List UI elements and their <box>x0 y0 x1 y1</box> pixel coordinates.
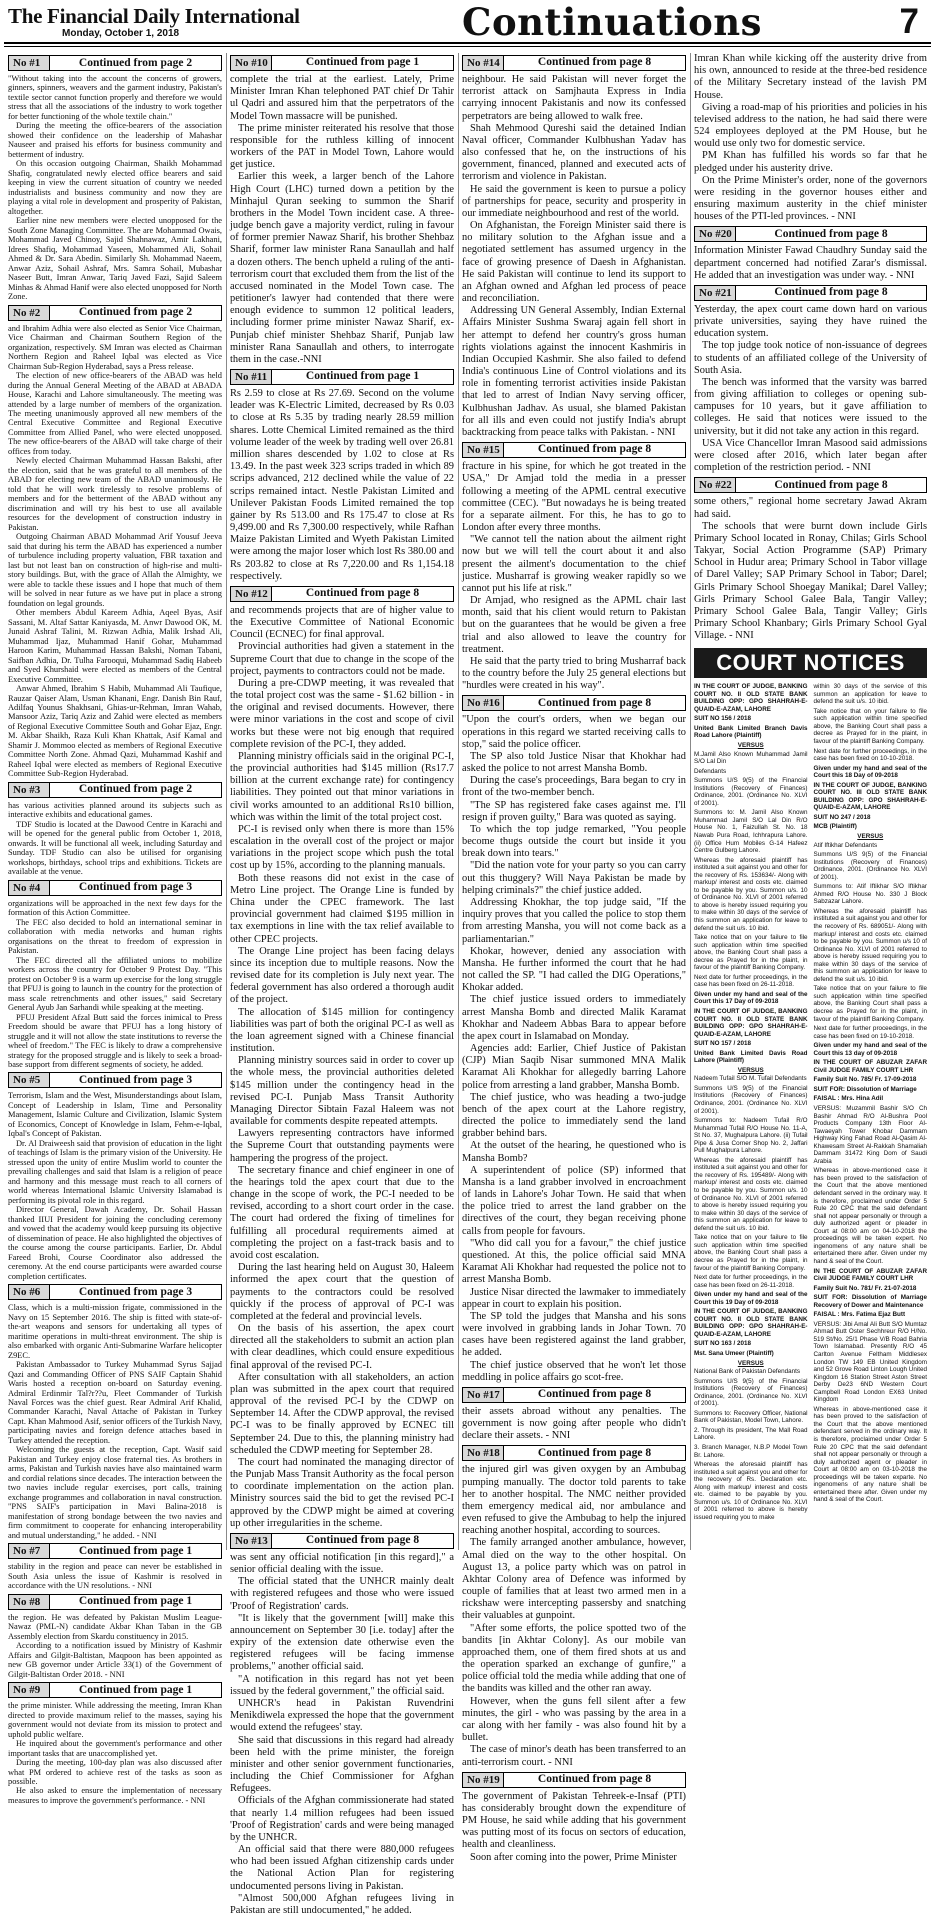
story-paragraph: A superintendent of police (SP) informed that Mansha is a land grabber involved in encroachment of lands in Lahore's Johar Town. He said that when the police tried to arrest the land grabber on the directives of the court, they began receiving phone calls from people for favours. <box>462 1164 686 1237</box>
story-number: No #2 <box>9 306 50 320</box>
issue-date: Monday, October 1, 2018 <box>62 28 180 39</box>
story-paragraph: Both these reasons did not exist in the case of Metro Line project. The Orange Line is funded by China under the CPEC framework. The last provincial government had claimed $195 million in tax exemptions in line with the tax relief available to other CPEC projects. <box>230 872 454 945</box>
story-continued-label: Continued from page 1 <box>305 370 420 383</box>
court-notice-line: Summons to: M. Jamil Also Known Muhammad Jamil S/O Lal Din R/O House No. 1, Faizullah St. No. 18 Nawab Pura Road, Ichhrapura Lahore. (ii) Office Hum Mobiles G-14 Hafeez Centre Gulberg Lahore. <box>694 809 808 855</box>
story-paragraph: During the case's proceedings, Bara began to cry in front of the two-member bench. <box>462 775 686 799</box>
story-paragraph: "The SP has registered fake cases against me. I'll resign if proven guilty," Bara was quoted as saying. <box>462 799 686 823</box>
story-paragraph: Outgoing Chairman ABAD Mohammad Arif Yousuf Jeeva said that during his term the ABAD has experienced a number of turbulence including property valuation, FBR taxation and last but not least ban on construction of high-rise and multi-story buildings. But, with the grace of Allah the Almighty, we were able to tackle these issues and I hope that much of them will be solved in near future as we have put in place a strong foundation on legal grounds. <box>8 532 222 608</box>
court-notice-line: Given under my hand and seal of the Court this 18 Day of 09-2018 <box>813 764 927 780</box>
story-paragraph: Welcoming the guests at the reception, Capt. Wasif said Pakistan and Turkey enjoy close fraternal ties. As brothers in arms, Pakistan and Turkish navies have also maintained warm and cordial relations since decades. The interaction between the two navies include regular exercises, port calls, training exchange programmes and collaboration in naval construction. "PNS SAIF's participation in Mavi Balina-2018 is manifestation of strong bondage between the two navies and firm commitment to cooperate for enhancing interoperability and mutual understanding," he added. - NNI <box>8 1445 222 1540</box>
court-notice-line: Nadeem Tufail S/O M. Tufail Defendants <box>694 1075 807 1083</box>
story-paragraph: Provincial authorities had given a statement in the Supreme Court that due to change in the scope of the project, payments to contractors could not be made. <box>230 641 454 677</box>
continuation-story <box>8 55 222 302</box>
story-paragraph: The official stated that the UNHCR mainly dealt with registered refugees and those who were issued 'Proof of Registration' cards. <box>230 1576 454 1612</box>
story-paragraph: "Without taking into the account the concerns of growers, ginners, spinners, weavers and the garment industry, Pakistan's textile sector cannot function properly and therefore we would stress that all the associations of the industry to work together for better functioning of the whole textile chain." <box>8 74 222 121</box>
court-notice-line: IN THE COURT OF JUDGE, BANKING COURT NO. III OLD STATE BANK BUILDING OPP: GPO SHAHRAH-E-QUAID-E-AZAM, LAHORE <box>813 781 927 812</box>
masthead-rule <box>4 42 931 44</box>
court-notice-line: Next date for further proceedings, in the case has been fixed on 26-11-2018. <box>694 973 808 989</box>
story-paragraph: The election of new office-bearers of the ABAD was held during the Annual General Meeting of the ABAD at ABADA House, Karachi and Lahore simultaneously. The meeting was attended by a large number of members of the organization. The meeting unanimously approved all new members of the Central Executive Committee and Regional Executive Committee from Allied Panel, who were elected unopposed. The new office-bearers of the ABAD will take charge of their offices from today. <box>8 371 222 456</box>
story-tag <box>230 369 454 385</box>
story-tag <box>8 782 222 798</box>
story-paragraph: The case of minor's death has been transferred to an anti-terrorism court. - NNI <box>462 1744 686 1768</box>
court-notice-line: 2. Through its president, The Mall Road Lahore. <box>694 1426 808 1442</box>
story-paragraph: Giving a road-map of his priorities and policies in his televised address to the nation, he had said there were 524 employees deployed at the PM House, but he would use only two for domestic service. <box>694 101 927 150</box>
story-paragraph: The court had nominated the managing director of the Punjab Mass Transit Authority as the focal person to coordinate implementation on the action plan. Ministry sources said the bid to get the revised PC-I approved by the CDWP might be aimed at covering up other irregularities in the scheme. <box>230 1456 454 1529</box>
court-notice-line: IN THE COURT OF ABUZAR ZAFAR Civil JUDGE FAMILY COURT LHR <box>813 1267 927 1283</box>
court-notice-line: MCB (Plaintiff) <box>813 823 857 831</box>
story-paragraph: He said that the party tried to bring Musharraf back to the country before the July 25 general elections but "hurdles were created in his way". <box>462 655 686 692</box>
court-notice-line: VERSUS <box>737 741 764 749</box>
continuation-story <box>8 782 222 877</box>
story-paragraph: At the outset of the hearing, he questioned who is Mansha Bomb? <box>462 1140 686 1164</box>
story-paragraph: The chief justice observed that he won't let those meddling in police affairs go scot-free. <box>462 1359 686 1383</box>
story-tag <box>694 226 927 242</box>
court-notice-line: National Bank of Pakistan Defendants <box>694 1368 801 1376</box>
court-notice-line: VERSUS <box>737 1359 764 1367</box>
court-notice-line: Whereas the aforesaid plaintiff has instituted a suit against you and other for the recovery of Rs. Declaration etc. Along with markup/ interest and costs etc. claimed to be payable by you. Summon u/s. 10 of Ordinance No. XLVI of 2001 referred to above is hereby issued requiring you to make <box>694 1461 808 1521</box>
story-continued-label: Continued from page 8 <box>774 478 888 491</box>
story-number: No #18 <box>463 1446 504 1460</box>
court-notice-line: United Bank Limited Branch Davis Road Lahore (Plaintiff) <box>694 724 808 740</box>
story-number: No #19 <box>463 1773 504 1787</box>
story-paragraph: "It is likely that the government [will] make this announcement on September 30 [i.e. today] after the expiry of the extension date otherwise even the registered refugees will be facing immense problems," another official said. <box>230 1612 454 1673</box>
story-number: No #1 <box>9 56 50 70</box>
story-paragraph: To which the top judge remarked, "You people become thugs outside the court but inside it you break down into tears." <box>462 823 686 860</box>
story-tag <box>8 305 222 321</box>
story-paragraph: was sent any official notification [in this regard]," a senior official dealing with the issue. <box>230 1551 454 1576</box>
continuation-story <box>8 1284 222 1540</box>
story-number: No #3 <box>9 783 50 797</box>
story-continued-label: Continued from page 3 <box>78 881 193 894</box>
story-number: No #20 <box>695 227 736 241</box>
story-paragraph: On the basis of his assertion, the apex court directed all the stakeholders to submit an action plan with clear deadlines, which could ensure expeditious final approval of the revised PC-I. <box>230 1323 454 1371</box>
court-notice-line: SUIT FOR: Dissolution of Marriage <box>813 1085 917 1093</box>
court-notice-line: Summons to: Recovery Officer, National Bank of Pakistan, Model Town, Lahore. <box>694 1409 808 1425</box>
story-paragraph: Addressing UN General Assembly, Indian External Affairs Minister Sushma Swaraj again fell short in her attempt to defend her country's gross human rights violations against the innocent Kashmiris in Indian Occupied Kashmir. She also failed to defend India's continuous Line of Control violations and its role in fomenting terrorist activities inside Pakistan that led to arrest of Indian Navy serving officer, Kulbhushan Jadhav. As usual, she blamed Pakistan for all ills and even could not justify India's abrupt backtracking from peace talks with Pakistan. - NNI <box>462 305 686 438</box>
story-paragraph: complete the trial at the earliest. Lately, Prime Minister Imran Khan telephoned PAT chief Dr Tahir ul Qadri and assured him that the perpetrators of the Model Town massacre will be punished. <box>230 74 454 122</box>
story-paragraph: UNHCR's head in Pakistan Ruvendrini Menikdiwela expressed the hope that the government would extend the refugees' stay. <box>230 1698 454 1734</box>
story-tag <box>8 1072 222 1088</box>
court-notice-line: Given under my hand and seal of the Court this 19 Day of 09-2018 <box>694 1291 808 1306</box>
court-notice-line: Atif Iftikhar Defendants <box>813 841 878 849</box>
court-notice-line: Family Suit No. 781/ Fr. 21-07-2018 <box>813 1284 917 1292</box>
story-paragraph: Soon after coming into the power, Prime Minister <box>470 1851 677 1863</box>
story-paragraph: The chief justice, who was heading a two-judge bench of the apex court at the Lahore registry, directed the police to immediately send the land grabber behind bars. <box>462 1091 686 1140</box>
court-notice-line: VERSUS <box>857 832 884 840</box>
continuation-story <box>462 1387 686 1443</box>
court-notice-line: Next date for further proceedings, in the case has been fixed on 19-10-2018. <box>813 1025 927 1040</box>
court-notice-line: Whereas in above-mentioned case it has been proved to the satisfaction of the Court that the above mentioned defendant served in the ordinary way. It is therefore, proclaimed under Order 5 Rule 20 CPC that the said defendant shall not appear personally or through a duly authorized agent or pleader in Court at 08:00 am on 03-10-2018 the proceedings will be taken exparte. No ingenomens of any nature shall be entertained there after. Given under my hand & seal of the Court. <box>813 1405 927 1504</box>
continuation-story <box>8 880 222 1070</box>
story-paragraph: TDF Studio is located at the Dawood Centre in Karachi and will be opened for the general public from October 1, 2018, onwards. It will be functional all week, including Saturday and Sunday. TDF Studio can also be utilised for organising workshops, birthdays, school trips and exhibitions. Tickets are available at the venue. <box>8 819 222 877</box>
story-paragraph: The top judge took notice of non-issuance of degrees to students of an affiliated college of the University of South Asia. <box>694 340 927 376</box>
continuation-story <box>230 586 454 1530</box>
story-paragraph: Officials of the Afghan commissionerate had stated that nearly 1.4 million refugees had been issued 'Proof of Registration' cards and were being managed by the UNHCR. <box>230 1795 454 1843</box>
story-paragraph: Newly elected Chairman Muhammad Hassan Bakshi, after the election, said that he was grateful to all members of the ABAD for electing new team of the ABAD unanimously. He told that he will work tirelessly to resolve problems of members and for the betterment of the ABAD without any discrimination and will try his best to use all available resources for the development of construction industry in Pakistan. <box>8 456 222 532</box>
court-notice-line: Given under my hand and seal of the Court this 13 day of 09-2018 <box>813 1042 927 1057</box>
story-paragraph: Yesterday, the apex court came down hard on various private universities, saying they have ruined the education system. <box>694 303 927 340</box>
continuation-story <box>8 1072 222 1281</box>
court-notice-line: Summons U/S 9(5) of the Financial Institutions (Recovery of Finances) Ordinance, 2001. (Ordinance No. XLVI of 2001). <box>694 777 808 807</box>
story-paragraph: the injured girl was given oxygen by an Ambubag pumping manually. The doctor told parents to take her to another hospital. The NMC neither provided them emergency medical aid, nor ambulance and even refused to give the Ambubag to help the injured reaching another hospital, according to sources. <box>462 1464 686 1537</box>
continuation-story <box>462 55 686 439</box>
story-paragraph: their assets abroad without any penalties. The government is now going after people who didn't declare their assets. - NNI <box>462 1405 686 1442</box>
story-paragraph: and Ibrahim Adhia were also elected as Senior Vice Chairman, Vice Chairman and Chairman Southern Region of the organization, respectively. SM Imran was elected as Chairman Northern Region and Raheel Iqbal was elected as Vice Chairman Sub-Region Hyderabad, says a Press release. <box>8 323 222 371</box>
court-notice-line: Summons U/S 9(5) of the Financial Institutions (Recovery of Finances) Ordinance, 2001. (Ordinance No. XLVI of 2001). <box>813 851 927 881</box>
story-number: No #5 <box>9 1073 50 1087</box>
story-tag <box>462 1445 686 1461</box>
story-paragraph: Imran Khan while kicking off the austerity drive from his own, announced to reside at the three-bed residence of the Military Secretary instead of the lavish PM House. <box>694 53 927 101</box>
court-notices-column-a <box>694 683 808 1523</box>
court-notices-heading: COURT NOTICES <box>694 648 927 678</box>
story-continued-label: Continued from page 8 <box>537 1772 652 1785</box>
court-notice-line: Whereas the aforesaid plaintiff has instituted a suit against you and other for the recovery of Rs. 195489/- Along with markup/ interest and costs etc. claimed to be payable by you. Summon u/s. 10 of Ordinance No. XLVI of 2001 referred to above is hereby issued requiring you to make within 30 days of the service of this summon an application for leave to defend the suit u/s. 10 ibid. <box>694 1156 808 1232</box>
court-notice-line: Summons U/S 9(5) of the Financial Institutions (Recovery of Finances) Ordinance, 2001. (Ordinance No. XLVI of 2001). <box>694 1084 808 1115</box>
court-notice-line: M.Jamil Also Known Muhammad Jamil S/O Lal Din <box>694 750 808 766</box>
story-paragraph: The prime minister reiterated his resolve that those responsible for the ruthless killing of innocent workers of the PAT in Model Town, Lahore would get justice. <box>230 122 454 171</box>
story-paragraph: The family arranged another ambulance, however, Amal died on the way to the other hospital. On August 13, a police party which was on patrol in Akhtar Colony area of Defence was informed by couple of families that at least two armed men in a rickshaw were intercepting passersby and snatching their valuables at gunpoint. <box>462 1537 686 1622</box>
story-paragraph: The FEC directed all the affiliated unions to mobilize workers across the country for October 9 Protest Day. "This protest on October 9 is a warm up exercise for the long struggle that PFUJ is going to launch in the country for the protection of mass scale retrenchments and other issues," said Secretary General Ayub Jan Sarhandi while speaking at the meeting. <box>8 955 222 1013</box>
story-paragraph: The SP told the judges that Mansha and his sons were involved in grabbing lands in Johar Town. 70 cases have been registered against the land grabber, he added. <box>462 1310 686 1359</box>
story-continued-label: Continued from page 8 <box>537 1388 652 1401</box>
story-paragraph: Dr Amjad, who resigned as the APML chair last month, said that his client would return to Pakistan but on the guarantees that he would be given a free trial and also allowed to leave the country for treatment. <box>462 595 686 655</box>
continuation-story <box>462 1445 686 1768</box>
story-paragraph: Addressing Khokhar, the top judge said, "If the inquiry proves that you called the police to stop them from arresting Mansha, you will not come back as a parliamentarian." <box>462 897 686 945</box>
court-notice-line: Take notice that on your failure to file such application within time specified above, the Banking Court shall pass a decree as Prayed for in the plaint, in favour of the plaintiff Banking Company. <box>813 985 927 1023</box>
story-paragraph: The chief justice issued orders to immediately arrest Mansha Bomb and directed Malik Karamat Khokhar and Nadeem Abbas Bara to appear before the apex court in Islamabad on Monday. <box>462 994 686 1042</box>
story-tag <box>8 1543 222 1559</box>
story-tag <box>694 285 927 301</box>
court-notice-line: Next date for further proceedings, in the case has been fixed on 26-11-2018. <box>694 1274 808 1289</box>
story-paragraph: "Who did call you for a favour," the chief justice questioned. At this, the police official said MNA Karamat Ali Khokhar had requested the police not to arrest Mansha Bomb. <box>462 1237 686 1286</box>
court-notice-line: Take notice that on your failure to file such application within time specified above, the Banking Court shall pass a decree as Prayed for in the plaint, in favour of the plaintiff Banking Company. <box>694 934 808 972</box>
continuation-story <box>230 369 454 583</box>
story-paragraph: The Orange Line project has been facing delays since its inception due to multiple reasons. Now the revised date for its completion is July next year. The federal government has also ordered a thorough audit of the project. <box>230 945 454 1006</box>
story-paragraph: stability in the region and peace can never be established in South Asia unless the issue of Kashmir is resolved in accordance with the UN resolutions. - NNI <box>8 1562 222 1591</box>
story-paragraph: Justice Nisar directed the lawmaker to immediately appear in court to explain his position. <box>462 1286 686 1310</box>
story-number: No #16 <box>463 696 504 710</box>
story-number: No #15 <box>463 443 504 457</box>
story-continued-label: Continued from page 8 <box>305 1534 420 1547</box>
story-paragraph: She said that discussions in this regard had already been held with the prime minister, the foreign minister and other senior government functionaries, including the Chief Commissioner for Afghan Refugees. <box>230 1734 454 1795</box>
story-paragraph: The schools that were burnt down include Girls Primary School located in Ronay, Chilas; Girls School Takyar, Social Action Programme (SAP) Primary School in Hudur area; Primary School in Tabor village of Darel Valley; SAP Primary School in Tabor; Darel; Girls Primary School Shoegay Manikal; Darel Valley; Girls Primary School Galee Bala, Tangir Valley; Primary School Galee Bala, Tangir Valley; Girls Primary School Khanbary; Girls Primary School Gyal Village. - NNI <box>694 520 927 642</box>
story-tag <box>230 1533 454 1549</box>
story-continued-label: Continued from page 8 <box>537 1446 652 1459</box>
story-paragraph: organizations will be approached in the next few days for the formation of this Action Committee. <box>8 898 222 918</box>
court-notices-column-b <box>814 683 928 1523</box>
court-notice-line: Take notice that on your failure to file such application within time specified above, the Banking Court shall pass a decree as Prayed for in the plaint, in favour of the plaintiff Banking Company. <box>813 707 927 745</box>
story-tag <box>462 1387 686 1403</box>
story-tag <box>462 695 686 711</box>
story-paragraph: Rs 2.59 to close at Rs 27.69. Second on the volume leader was K-Electric Limited, decreased by Rs 0.03 to close at Rs 5.35 by trading nearly 28.59 million shares. Lotte Chemical Limited remained as the third volume leader of the week by trading well over 26.81 million shares descended by 1.02 to close at Rs 13.49. In the past week 323 scrips traded in which 89 scrips advanced, 212 declined while the value of 22 scrips remained intact. Nestle Pakistan Limited and Unilever Pakistan Foods Limited remained the top gainer by Rs 513.00 and Rs 175.47 to close at Rs 9,499.00 and Rs 7,300.00 respectively, while Rafhan Maize Pakistan Limited and Wyeth Pakistan Limited were among the major loser which lost Rs 380.00 and Rs 203.82 to close at Rs 7,220.00 and Rs 1,154.18 respectively. <box>230 388 454 582</box>
story-paragraph: Information Minister Fawad Chaudhry Sunday said the department concerned had notified Zarar's dismissal. He added that an investigation was under way. - NNI <box>694 245 927 281</box>
continuation-story <box>230 55 454 366</box>
story-number: No #9 <box>9 1683 50 1697</box>
story-number: No #8 <box>9 1595 50 1609</box>
court-notice-line: Given under my hand and seal of the Court this 17 Day of 09-2018 <box>694 990 808 1006</box>
court-notice-line: within 30 days of the service of this summon an application for leave to defend the suit u/s. 10 ibid. <box>813 683 927 706</box>
story-continued-label: Continued from page 2 <box>78 56 193 69</box>
story-paragraph: Planning ministry sources said in order to cover up the whole mess, the provincial authorities deleted $145 million under the contingency head in the revised PC-I. Punjab Mass Transit Authority Managing Director Sibtain Fazal Haleem was not available for comments despite repeated attempts. <box>230 1055 454 1128</box>
story-paragraph: According to a notification issued by Ministry of Kashmir Affairs and Gilgit-Baltistan, Maqpoon has been appointed as new GB governor under Article 33(1) of the Government of Gilgit-Baltistan Order 2018. - NNI <box>8 1641 222 1679</box>
story-paragraph: PC-I is revised only when there is more than 15% escalation in the overall cost of the project or major variations in the project scope which push the total cost up by 15%, according to the planning manuals. <box>230 823 454 872</box>
story-tag <box>230 586 454 602</box>
story-tag <box>462 442 686 458</box>
court-notice-line: SUIT NO 163 / 2018 <box>694 1340 752 1348</box>
continuation-story <box>462 695 686 1383</box>
story-continued-label: Continued from page 2 <box>78 783 193 796</box>
continuation-story <box>694 226 927 282</box>
continuation-story <box>462 1772 686 1864</box>
story-tag <box>8 1284 222 1300</box>
column-divider <box>690 53 691 1550</box>
continuation-story <box>8 1543 222 1590</box>
column-4 <box>694 53 927 1550</box>
story-paragraph: "Upon the court's orders, when we began our operations in this regard we started receiving calls to stop," said the police officer. <box>462 714 686 750</box>
story-paragraph: Director General, Dawah Academy, Dr. Sohail Hassan thanked IIUI President for joining the concluding ceremony and vowed that the academy would keep pursuing its objective of dissemination of peace. He also highlighted the objectives of the course among the course participants. Earlier, Dr. Abdul Fareed Brohi, Course Coordinator also addressed the ceremony. At the end course participants were awarded course completion certificates. <box>8 1205 222 1281</box>
court-notice-line: Whereas the aforesaid plaintiff has instituted a suit against you and other for the recovery of Rs. 689051/- Along with markup/ interest and costs etc. claimed to be payable by you. Summon u/s 10 of Ordinance No. XLVI of 2001 referred to above is hereby issued requiring you to make within 30 days of the service of this summon an application for leave to defend the suit u/s. 10 ibid. <box>813 907 927 983</box>
court-notice-line: SUIT NO 156 / 2018 <box>694 715 752 723</box>
story-paragraph: An official said that there were 880,000 refugees who had been issued Afghan citizenship cards under the National Action Plan for registering undocumented persons living in Pakistan. <box>230 1844 454 1892</box>
story-paragraph: the region. He was defeated by Pakistan Muslim League-Nawaz (PML-N) candidate Akbar Khan Taban in the GB Assembly election from Skardu constituency in 2015. <box>8 1612 222 1641</box>
story-paragraph: and recommends projects that are of higher value to the Executive Committee of National Economic Council (ECNEC) for final approval. <box>230 604 454 641</box>
story-paragraph: Earlier nine new members were elected unopposed for the South Zone Managing Committee. The are Mohammad Owais, Mohammad Javed Chinoy, Sajid Shahnawaz, Amir Lakhani, Idrees Shafiq, Mohammad Yaseen, Mohammed Ali, Sohail Ahmed & Dr. Sara Abedin. Similarly Sh. Mohammad Naeem, Anwar Aziz, Sohail Ashraf, Mrs. Samra Sohail, Mubashar Naseer Butt, Imran Anwar, Tariq Javed Fazi, Sajid Saleem Minhas & Ahmad Hanif were also elected unopposed for North Zone. <box>8 216 222 302</box>
page-number: 7 <box>899 2 919 41</box>
court-notice-line: IN THE COURT OF ABUZAR ZAFAR Civil JUDGE FAMILY COURT LHR <box>813 1059 927 1074</box>
story-paragraph: Planning ministry officials said in the original PC-I, the provincial authorities had $145 million (Rs17.7 billion at the current exchange rate) for contingency liabilities. They pointed out that minor variations in civil works amounted to an additional Rs10 billion, which was within the limit of the total project cost. <box>230 750 454 823</box>
story-paragraph: Pakistan Ambassador to Turkey Muhammad Syrus Sajjad Qazi and Commanding Officer of PNS SAIF Captain Shahid Waris hosted a reception on-board on Saturday evening. Admiral Erdinmir Tal?r??u, Fleet Commander of Turkish Naval Forces was the chief guest. Rear Admiral Arif Khalid, Commander Karachi, Naval Attache of Pakistan in Turkey Capt. Khan Mahmood Asif, senior officers of the Turkish Navy, participating navies and foreign defence attaches based in Turkey attended the reception. <box>8 1360 222 1445</box>
column-3 <box>462 53 686 1863</box>
court-notice-line: Summons U/S 9(5) of the Financial Institutions (Recovery of Finances) Ordinance, 2001. (Ordinance No. XLVI of 2001). <box>694 1377 808 1408</box>
story-paragraph: "We cannot tell the nation about the ailment right now but we will tell the court about it and also present the ailment's documentation to the chief justice. Musharraf is growing weaker rapidly so we cannot put his life at risk." <box>462 534 686 594</box>
story-paragraph: On the Prime Minister's order, none of the governors were residing in the governor houses either and ensuring maximum austerity in the chief minister houses of the PTI-led provinces. - NNI <box>694 174 927 223</box>
story-continued-label: Continued from page 8 <box>774 227 888 240</box>
story-continued-label: Continued from page 8 <box>537 56 652 69</box>
story-continued-label: Continued from page 3 <box>78 1073 193 1086</box>
story-paragraph: He said the government is keen to pursue a policy of partnerships for peace, security and prosperity in our immediate neighbourhood and rest of the world. <box>462 183 686 219</box>
story-continued-label: Continued from page 1 <box>78 1544 193 1557</box>
court-notice-line: FAISAL : Mrs. Fatima Ejaz Butt <box>813 1311 906 1319</box>
story-paragraph: Dr. Al Draiweesh said that provision of education in the light of teachings of Islam is the primary vision of the University. He stressed upon the unity of entire Muslim world to counter the prevailing challenges and said that Islam is a religion of peace and harmony and this message must reach to all corners of world whereas International Islamic University Islamabad is performing its pivotal role in this regard. <box>8 1138 222 1205</box>
story-number: No #6 <box>9 1285 50 1299</box>
story-paragraph: However, when the guns fell silent after a few minutes, the girl - who was passing by the area in a car along with her family - was also found hit by a bullet. <box>462 1695 686 1744</box>
story-paragraph: neighbour. He said Pakistan will never forget the terrorist attack on Samjhauta Express in India carrying innocent Pakistanis and now its confessed perpetrators are being allowed to walk free. <box>462 74 686 122</box>
story-paragraph: "After some efforts, the police spotted two of the bandits [in Akhtar Colony]. As our mobile van approached them, one of them fired shots at us and the operation sparked an exchange of gunfire," a police official told the media while adding that one of the bandits was killed and the other ran away. <box>462 1622 686 1695</box>
story-tag <box>8 1682 222 1698</box>
continuation-story <box>694 477 927 642</box>
story-paragraph: Shah Mehmood Qureshi said the detained Indian Naval officer, Commander Kulbhushan Yadav has also confessed that he, on the instructions of his government, financed, planned and executed acts of terrorism and violence in Pakistan. <box>462 122 686 183</box>
story-paragraph: Lawyers representing contractors have informed the Supreme Court that outstanding payments were hampering the progress of the project. <box>230 1128 454 1164</box>
story-paragraph: On Afghanistan, the Foreign Minister said there is no military solution to the Afghan issue and a negotiated settlement has assumed urgency in the face of growing presence of Daesh in Afghanistan. He said Pakistan will continue to lend its support to an Afghan owned and Afghan led process of peace and reconciliation. <box>462 220 686 305</box>
story-paragraph: On this occasion outgoing Chairman, Shaikh Mohammad Shafiq, congratulated newly elected office bearers and said keeping in view the current situation of country we needed industrialists and business community and now they are playing a vital role in development and prosperity of Pakistan, altogether. <box>8 159 222 216</box>
paper-name: The Financial Daily International <box>8 4 300 28</box>
court-notice-line: Next date for further proceedings, in the case has been fixed on 10-10-2018. <box>813 747 927 763</box>
story-continued-label: Continued from page 8 <box>537 696 652 709</box>
story-number: No #17 <box>463 1388 504 1402</box>
story-paragraph: The government of Pakistan Tehreek-e-Insaf (PTI) has considerably brought down the expenditure of PM House, he said while adding that his government was putting most of its focus on sectors of education, health and cleanliness. <box>462 1790 686 1851</box>
story-paragraph: PFUJ President Afzal Butt said the forces inimical to Press Freedom should be aware that PFUJ has a long history of struggle and it will not allow the state institutions to reverse the wheel of freedom." The FEC is likely to draw a comprehensive strategy for the proposed struggle and is likely to seek a broad-base support from different segments of society, he added. <box>8 1012 222 1069</box>
court-notice-line: Summons to: Atif Iftikhar S/O Iftikhar Ahmed R/O House No. 330 J Block Sabzazar Lahore. <box>813 883 927 906</box>
story-continued-label: Continued from page 1 <box>78 1595 193 1608</box>
story-paragraph: The SP also told Justice Nisar that Khokhar had asked the police to not arrest Mansha Bomb. <box>462 750 686 775</box>
continuation-story <box>230 1533 454 1917</box>
court-notice-line: Defendants <box>694 767 727 775</box>
continuation-story <box>462 442 686 692</box>
story-paragraph: The secretary finance and chief engineer in one of the hearings told the apex court that due to the change in the scope of work, the PC-I needed to be revised, according to a short court order in the case. The court had ordered the fixing of timelines for fulfilling all procedural requirements aimed at completing the project on a fast-track basis and to avoid cost escalation. <box>230 1164 454 1261</box>
story-continued-label: Continued from page 3 <box>78 1285 193 1298</box>
court-notice-line: IN THE COURT OF JUDGE, BANKING COURT NO. II OLD STATE BANK BUILDING OPP: GPO SHAHRAH-E-QUAID-E-AZAM, LAHORE <box>694 1008 808 1038</box>
column-divider <box>458 53 459 1550</box>
court-notice-line: VERSUS: Muzammil Bashir S/O Ch Bashir Ahmad R/O Al-Bushra Pool Products Company 13th Floor Al-Tawaeyah Tower Khobar Dammam Highway King Fahad Road Al-Qasim Al-Khawesam Street Al-Rakkah Shamaliah Dammam 31472 King Dom of Saudi Arabia <box>813 1105 927 1165</box>
court-notice-line: Whereas in above-mentioned case it has been proved to the satisfaction of the Court that the above mentioned defendant served in the ordinary way. It is therefore, proclaimed under Order 5 Rule 20 CPC that the said defendant shall not appear personally or through a duly authorized agent or pleader in Court at 08:00 am on 04-10-2018 the proceedings will be taken expert. No ingenomens of any nature shall be entertained there after. Given under my hand & seal of the Court. <box>813 1167 927 1265</box>
court-notice-line: FAISAL : Mrs. Hina Adil <box>813 1095 884 1103</box>
story-paragraph: He inquired about the government's performance and other important tasks that are unaccomplished yet. <box>8 1739 222 1758</box>
court-notice-line: SUIT NO 157 / 2018 <box>694 1040 752 1048</box>
column-2 <box>230 53 454 1916</box>
story-tag <box>230 55 454 71</box>
story-paragraph: During a pre-CDWP meeting, it was revealed that the total project cost was the same - $1.62 billion - in the original and revised documents. However, there were minor variations in the cost and scope of civil works but these were not big enough that required complete revision of the PC-I, they added. <box>230 677 454 750</box>
column-1 <box>8 53 222 1805</box>
masthead <box>0 0 935 42</box>
story-continued-label: Continued from page 8 <box>305 587 420 600</box>
story-continued-label: Continued from page 1 <box>305 56 420 69</box>
continuation-story <box>8 305 222 779</box>
court-notice-line: IN THE COURT OF JUDGE, BANKING COURT NO. II OLD STATE BANK BUILDING OPP: GPO SHAHRAH-E-QUAID-E-AZAM, LAHORE <box>694 683 808 713</box>
story-paragraph: Terrorism, Islam and the West, Misunderstandings about Islam, Concept of Leadership in Islam, Time and Personality Management, Islamic Culture and Civilization, Islamic System of Economics, Concept of Knowledge in Islam, Fehm-e-Iqbal, Iqbal's Concept of Pakistan. <box>8 1091 222 1139</box>
court-notice-line: SUIT NO 247 / 2018 <box>813 813 871 821</box>
story-number: No #7 <box>9 1544 50 1558</box>
continuation-story <box>694 53 927 223</box>
story-number: No #10 <box>231 56 272 70</box>
court-notice-line: Take notice that on your failure to file such application within time specified above, the Banking Court shall pass a decree as Prayed for in the plaint, in favour of the plaintiff Banking Company. <box>694 1234 808 1272</box>
story-paragraph: has various activities planned around its subjects such as interactive exhibits and educational games. <box>8 800 222 820</box>
story-continued-label: Continued from page 8 <box>774 286 888 299</box>
story-paragraph: Class, which is a multi-mission frigate, commissioned in the Navy on 15 September 2016. The ship is fitted with state-of-the-art weapons and sensors for undertaking all types of maritime operations in multi-threat environment. The ship is also embarked with organic Anti-Submarine Warfare helicopter Z9EC. <box>8 1303 222 1360</box>
story-tag <box>8 880 222 896</box>
story-paragraph: The FEC also decided to hold an international seminar in collaboration with media networks and human rights organisations on the threat to freedom of expression in Pakistan. <box>8 917 222 956</box>
continuation-story <box>8 1594 222 1679</box>
court-notice-line: Family Suit No. 785/ Fr. 17-09-2018 <box>813 1076 917 1084</box>
continuation-story <box>8 1682 222 1805</box>
story-tag <box>8 55 222 71</box>
story-tag <box>694 477 927 493</box>
story-paragraph: PM Khan has fulfilled his words so far that he pledged under his austerity drive. <box>694 150 927 174</box>
masthead-rule-thin <box>4 46 931 47</box>
court-notice-line: Mst. Sana Umeer (Plaintiff) <box>694 1349 774 1357</box>
story-paragraph: During the meeting the office-bearers of the association showed their confidence on the leadership of Mahashar Nauseer and praised his efforts for business community and betterment of industry. <box>8 121 222 159</box>
court-notices <box>694 683 927 1523</box>
story-number: No #14 <box>463 56 504 70</box>
court-notice-line: Whereas the aforesaid plaintiff has instituted a suit against you and other for the recovery of Rs. 153634/- Along with markup/ interest and costs etc. claimed to be payable by you. Summon u/s. 10 of Ordinance No. XLVI of 2001 referred to above is hereby issued requiring you to make within 30 days of the service of this summon an application for leave to defend the suit u/s. 10 ibid. <box>694 856 808 932</box>
section-title: Continuations <box>462 0 763 44</box>
story-paragraph: The allocation of $145 million for contingency liabilities was part of both the original PC-I as well as the loan agreement signed with a Chinese financial institution. <box>230 1006 454 1055</box>
court-notice-line: United Bank Limited Davis Road Lahore (Plaintiff) <box>694 1049 808 1065</box>
court-notice-line: IN THE COURT OF JUDGE, BANKING COURT NO. II OLD STATE BANK BUILDING OPP: GPO SHAHRAH-E-QUAID-E-AZAM, LAHORE <box>694 1308 808 1338</box>
story-number: No #12 <box>231 587 272 601</box>
story-paragraph: The bench was informed that the varsity was barred from giving affiliation to colleges or opening sub-campuses for 10 years, but it gave affiliation to colleges. He said that notices were issued to the university, but it did not take any action in this regard. <box>694 376 927 437</box>
story-number: No #11 <box>231 370 272 384</box>
court-notice-line: VERSUS: Jibi Amal Ali Butt S/O Mumtaz Ahmad Butt Oster Sechhreur R/O H/No. 519 St/No. 25/1 Phase V/B Road Bahria Town Islamabad. Presently R/O 45 Carlton Avenue Feltham Middlesex London TW 149 EB United Kingdom and 52 Grove Road Linton Lough United Kingdom 16 Station Street Aston Street Derby De23 6ND Western Court Campbell Road London EX63 United Kingdom <box>813 1320 927 1404</box>
story-paragraph: Agencies add: Earlier, Chief Justice of Pakistan (CJP) Mian Saqib Nisar summoned MNA Malik Karamat Ali Khokhar for allegedly barring Lahore police from arresting a land grabber, Mansha Bomb. <box>462 1043 686 1091</box>
story-number: No #22 <box>695 478 736 492</box>
story-tag <box>8 1594 222 1610</box>
story-paragraph: During the meeting, 100-day plan was also discussed after what PM ordered to achieve rest of the tasks as soon as possible. <box>8 1758 222 1786</box>
story-paragraph: "Did the nation vote for your party so you can carry out this thuggery? Will Naya Pakistan be made by helping criminals?" the chief justice added. <box>462 860 686 896</box>
story-number: No #21 <box>695 286 736 300</box>
story-number: No #4 <box>9 881 50 895</box>
story-paragraph: Anwar Ahmed, Ibrahim S Habib, Muhammad Ali Taufique, Rauzar Qaiser Alam, Usman Khanani, Engr. Danish Bin Rauf, Adilfaq Younus Shakhsani, Ghias-ur-Rehman, Imran Wahab, Mansoor Aziz, Tariq Aziz and Zahid were elected as members of Regional Executive Committee South and Gohar Ejaz, Engr. M. Akbar Shaikh, Raza Kuli Khan Khattak, Asif Kamal and Shamir J. Mommoo elected as members of Regional Executive Committee North Zone. Ahmad Qazi, Muhammad Kashif and Raheel Iqbal were elected as members of Regional Executive Committee Sub-Region Hyderabad. <box>8 684 222 779</box>
story-paragraph: some others," regional home secretary Jawad Akram had said. <box>694 496 927 520</box>
story-continued-label: Continued from page 1 <box>78 1683 193 1696</box>
story-paragraph: Khokar, however, denied any association with Mansha. He further informed the court that he had not called the SP. "I had called the DIG Operations," Khokar added. <box>462 945 686 994</box>
story-paragraph: During the last hearing held on August 30, Haleem informed the apex court that the question of payments to the contractors could be resolved quickly if the process of approval of PC-I was completed at the federal and provincial levels. <box>230 1262 454 1322</box>
story-paragraph: fracture in his spine, for which he got treated in the USA," Dr Amjad told the media in a presser following a meeting of the APML central executive committee (CEC). "But nowadays he is being treated for a separate ailment. For this, he has to go to London after every three months. <box>462 461 686 534</box>
story-paragraph: the prime minister. While addressing the meeting, Imran Khan directed to provide maximum relief to the masses, saying his government would not deviate from its mission to protect and uphold public welfare. <box>8 1701 222 1739</box>
story-tag <box>462 55 686 71</box>
story-paragraph: Other members Abdul Kareem Adhia, Aqeel Byas, Asif Sassani, M. Altaf Sattar Kaniyasda, M. Anwr Dawood OK, M. Junaid Ashraf Talini, M. Rizwan Adhia, Malik Irshad Ali, Muhammad Ijaz, Muhammad Hanif Gohar, Muhammad Haroon Karim, Muhammad Hassan Bakshi, Noman Tabani, Saifban Adhia, Dr. Tulha Farooqui, Muhammad Sadiq Habeeb and Syed Khurshaid were elected as members of the Central Executive Committee. <box>8 608 222 684</box>
story-paragraph: USA Vice Chancellor Imran Masood said admissions were closed after 2016, which later began after completion of the restriction period. - NNI <box>694 437 927 474</box>
story-paragraph: Earlier this week, a larger bench of the Lahore High Court (LHC) turned down a petition by the Minhajul Quran seeking to summon the Sharif brothers in the Model Town incident case. A three-judge bench gave a majority verdict, ruling in favour of former premier Nawaz Sharif, his brother Shehbaz Sharif, former law minister Rana Sanaullah and half a dozen others. The bench upheld a ruling of the anti-terrorism court that excluded them from the list of the accused nominated in the Model Town case. The petitioner's lawyer had contended that there were enough evidence to summon 12 political leaders, including former prime minister Nawaz Sharif, ex-Punjab chief minister Shehbaz Sharif, Punjab law minister Rana Sanaullah and others, to interrogate them in the case.-NNI <box>230 171 454 365</box>
story-tag <box>462 1772 686 1788</box>
court-notice-line: Summons to: Nadeem Tufail R/O Muhammad Tufail R/O House No. 11-A, St No. 37, Mughalpura Lahore. (ii) Tufail Pipe & Jusa Corner Shop No. 2, Jaffari Pull Mughalpura Lahore. <box>694 1117 808 1155</box>
story-continued-label: Continued from page 8 <box>537 443 652 456</box>
story-continued-label: Continued from page 2 <box>78 306 193 319</box>
story-paragraph: After consultation with all stakeholders, an action plan was submitted in the apex court that required approval of the revised PC-I by the CDWP on September 14. After the CDWP approval, the revised PC-I was to be finally approved by ECNEC till September 24. Due to this, the planning ministry had scheduled the CDWP meeting for September 28. <box>230 1371 454 1456</box>
column-divider <box>226 53 227 1550</box>
court-notice-line: 3. Branch Manager, N.B.P Model Town Br. Lahore. <box>694 1443 808 1459</box>
court-notice-line: SUIT FOR: Dissolution of Marriage Recovery of Dower and Maintenance <box>813 1294 927 1309</box>
story-paragraph: "A notification in this regard has not yet been issued by the federal government," the official said. <box>230 1673 454 1697</box>
story-paragraph: "Almost 500,000 Afghan refugees living in Pakistan are still undocumented," he added. <box>230 1892 454 1916</box>
story-paragraph: He also asked to ensure the implementation of necessary measures to improve the government's performance. - NNI <box>8 1786 222 1805</box>
court-notice-line: VERSUS <box>737 1066 764 1074</box>
story-number: No #13 <box>231 1534 272 1548</box>
continuation-story <box>694 285 927 474</box>
